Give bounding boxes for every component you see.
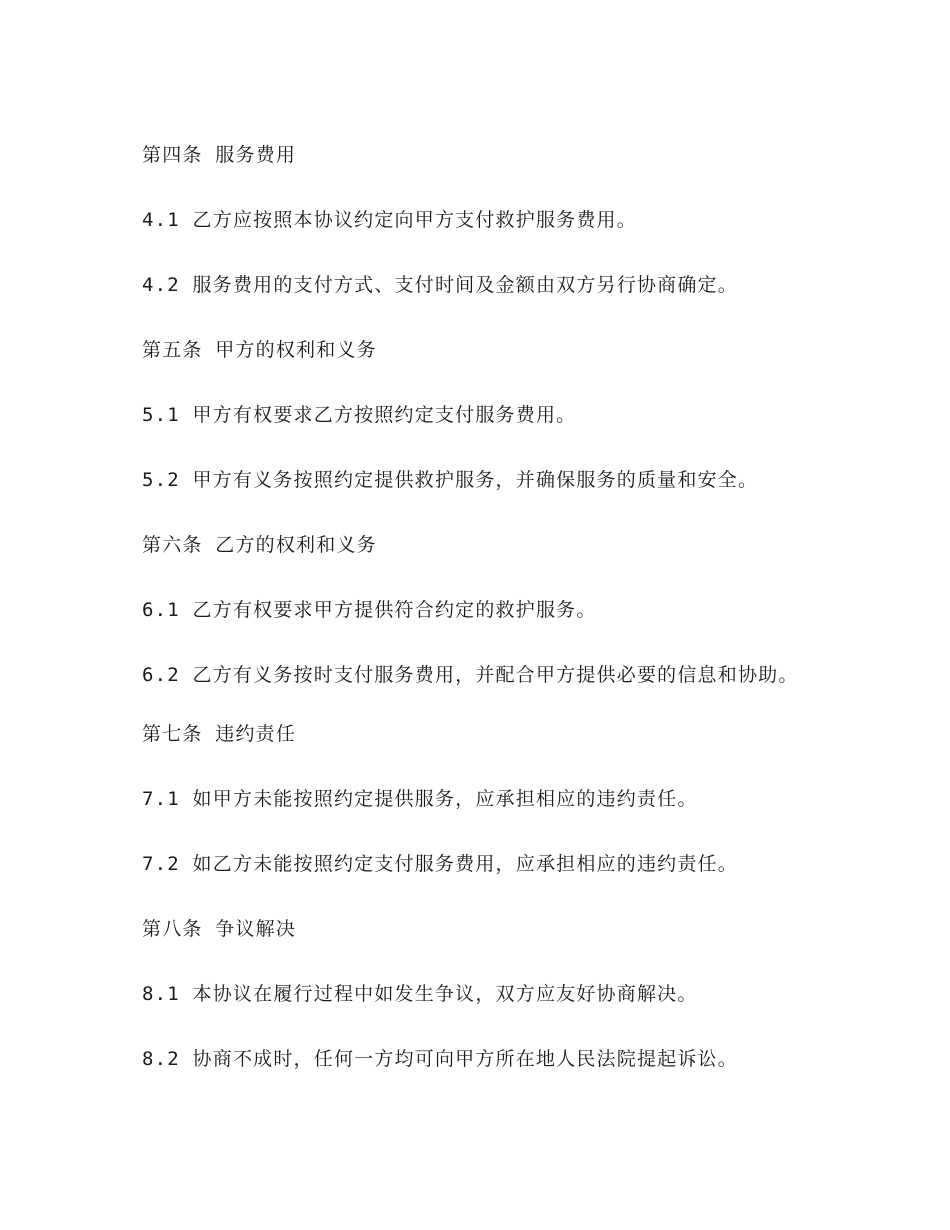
clause-7-2: 7.2 如乙方未能按照约定支付服务费用，应承担相应的违约责任。 — [142, 853, 738, 875]
clause-6-1: 6.1 乙方有权要求甲方提供符合约定的救护服务。 — [142, 599, 597, 621]
clause-5-2: 5.2 甲方有义务按照约定提供救护服务，并确保服务的质量和安全。 — [142, 469, 759, 491]
section-heading-5: 第五条 甲方的权利和义务 — [142, 339, 377, 361]
section-heading-7: 第七条 违约责任 — [142, 723, 297, 745]
clause-8-1: 8.1 本协议在履行过程中如发生争议，双方应友好协商解决。 — [142, 983, 698, 1005]
clause-5-1: 5.1 甲方有权要求乙方按照约定支付服务费用。 — [142, 404, 577, 426]
section-heading-6: 第六条 乙方的权利和义务 — [142, 534, 377, 556]
document-body — [142, 138, 802, 1107]
clause-8-2: 8.2 协商不成时，任何一方均可向甲方所在地人民法院提起诉讼。 — [142, 1048, 738, 1070]
clause-4-2: 4.2 服务费用的支付方式、支付时间及金额由双方另行协商确定。 — [142, 274, 738, 296]
clause-6-2: 6.2 乙方有义务按时支付服务费用，并配合甲方提供必要的信息和协助。 — [142, 664, 799, 686]
clause-7-1: 7.1 如甲方未能按照约定提供服务，应承担相应的违约责任。 — [142, 788, 698, 810]
section-heading-4: 第四条 服务费用 — [142, 144, 297, 166]
section-heading-8: 第八条 争议解决 — [142, 918, 297, 940]
clause-4-1: 4.1 乙方应按照本协议约定向甲方支付救护服务费用。 — [142, 209, 637, 231]
